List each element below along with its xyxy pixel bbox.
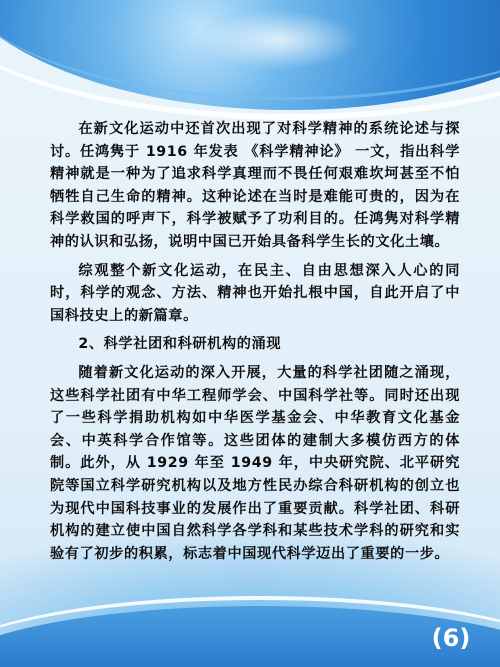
article-body (50, 118, 460, 571)
paragraph-2: 综观整个新文化运动，在民主、自由思想深入人心的同时，科学的观念、方法、精神也开始扎根中国，自此开启了中国科技史上的新篇章。 (50, 262, 460, 324)
paragraph-1: 在新文化运动中还首次出现了对科学精神的系统论述与探讨。任鸿隽于 1916 年发表 《科学精神论》 一文，指出科学精神就是一种为了追求科学真理而不畏任何艰难坎坷甚至不怕牺牲自己生命的精神。这种论述在当时是难能可贵的，因为在科学救国的呼声下，科学被赋予了功利目的。任鸿隽对科学精神的认识和弘扬，说明中国已开始具备科学生长的文化土壤。 (50, 121, 460, 250)
section-heading: 2、科学社团和科研机构的涌现 (78, 336, 282, 353)
page-number: (6) (431, 624, 471, 652)
paragraph-3: 随着新文化运动的深入开展，大量的科学社团随之涌现，这些科学社团有中华工程师学会、中国科学社等。同时还出现了一些科学捐助机构如中华医学基金会、中华教育文化基金会、中英科学合作馆等。这些团体的建制大多模仿西方的体制。此外，从 1929 年至 1949 年，中央研究院、北平研究院等国立科学研究机构以及地方性民办综合科研机构的创立也为现代中国科技事业的发展作出了重要贡献。科学社团、科研机构的建立使中国自然科学各学科和某些技术学科的研究和实验有了初步的积累，标志着中国现代科学迈出了重要的一步。 (50, 364, 460, 562)
